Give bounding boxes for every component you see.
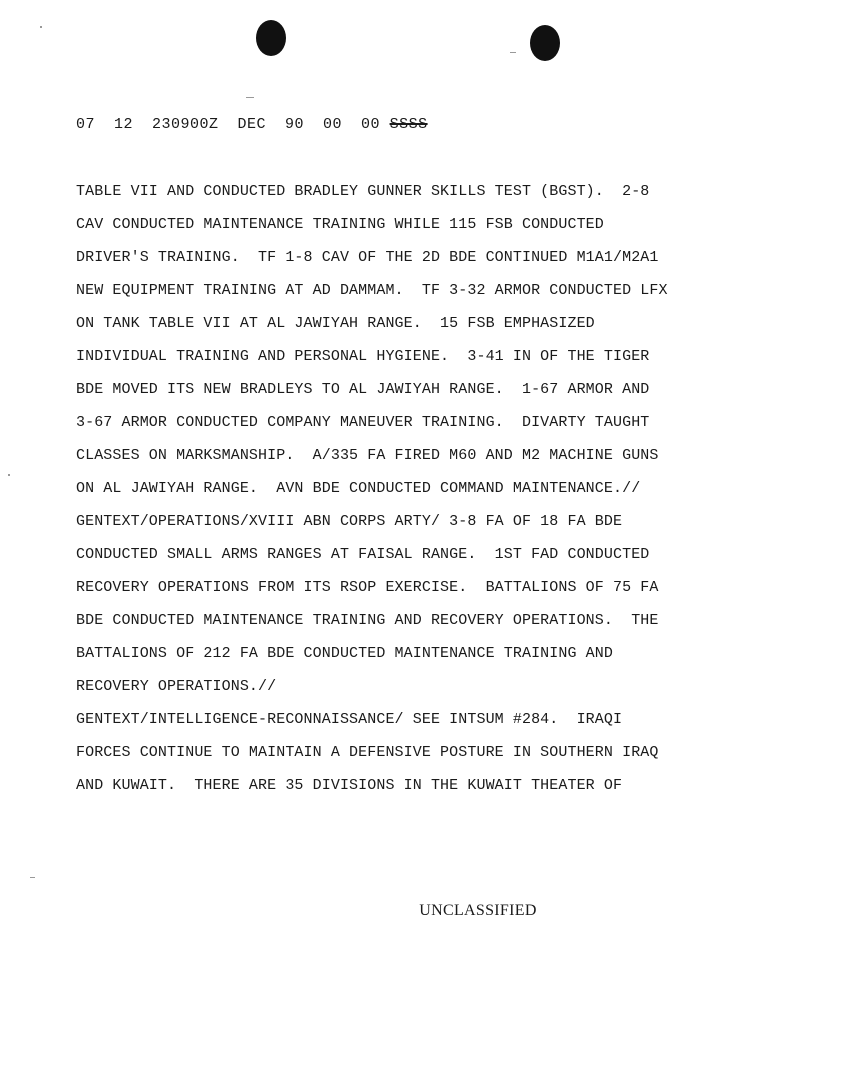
body-line: INDIVIDUAL TRAINING AND PERSONAL HYGIENE. 3-41 IN OF THE TIGER xyxy=(76,348,650,365)
scan-speck xyxy=(246,97,254,98)
body-line: ON AL JAWIYAH RANGE. AVN BDE CONDUCTED COMMAND MAINTENANCE.// xyxy=(76,480,641,497)
message-body xyxy=(76,182,836,809)
body-line: RECOVERY OPERATIONS.// xyxy=(76,678,277,695)
body-line: NEW EQUIPMENT TRAINING AT AD DAMMAM. TF 3-32 ARMOR CONDUCTED LFX xyxy=(76,282,668,299)
classification-mark-struck: SSSS xyxy=(389,116,428,133)
body-line: FORCES CONTINUE TO MAINTAIN A DEFENSIVE POSTURE IN SOUTHERN IRAQ xyxy=(76,744,659,761)
punch-hole-left xyxy=(256,20,286,56)
body-line: BDE CONDUCTED MAINTENANCE TRAINING AND RECOVERY OPERATIONS. THE xyxy=(76,612,659,629)
body-line: CONDUCTED SMALL ARMS RANGES AT FAISAL RANGE. 1ST FAD CONDUCTED xyxy=(76,546,650,563)
scan-speck xyxy=(40,26,42,28)
message-header xyxy=(76,116,428,133)
body-line: GENTEXT/INTELLIGENCE-RECONNAISSANCE/ SEE INTSUM #284. IRAQI xyxy=(76,711,623,728)
body-line: GENTEXT/OPERATIONS/XVIII ABN CORPS ARTY/ 3-8 FA OF 18 FA BDE xyxy=(76,513,623,530)
punch-hole-right xyxy=(530,25,560,61)
body-line: CAV CONDUCTED MAINTENANCE TRAINING WHILE 115 FSB CONDUCTED xyxy=(76,216,604,233)
body-line: 3-67 ARMOR CONDUCTED COMPANY MANEUVER TRAINING. DIVARTY TAUGHT xyxy=(76,414,650,431)
body-line: BATTALIONS OF 212 FA BDE CONDUCTED MAINTENANCE TRAINING AND xyxy=(76,645,613,662)
body-line: CLASSES ON MARKSMANSHIP. A/335 FA FIRED M60 AND M2 MACHINE GUNS xyxy=(76,447,659,464)
scan-speck xyxy=(8,474,10,476)
scan-speck xyxy=(510,52,516,53)
scan-speck xyxy=(30,877,35,878)
date-time-group: 07 12 230900Z DEC 90 00 00 xyxy=(76,116,390,133)
classification-footer: UNCLASSIFIED xyxy=(419,902,537,919)
body-line: BDE MOVED ITS NEW BRADLEYS TO AL JAWIYAH RANGE. 1-67 ARMOR AND xyxy=(76,381,650,398)
body-line: RECOVERY OPERATIONS FROM ITS RSOP EXERCISE. BATTALIONS OF 75 FA xyxy=(76,579,659,596)
body-line: DRIVER'S TRAINING. TF 1-8 CAV OF THE 2D BDE CONTINUED M1A1/M2A1 xyxy=(76,249,659,266)
body-line: ON TANK TABLE VII AT AL JAWIYAH RANGE. 15 FSB EMPHASIZED xyxy=(76,315,595,332)
body-line: AND KUWAIT. THERE ARE 35 DIVISIONS IN THE KUWAIT THEATER OF xyxy=(76,777,623,794)
body-line: TABLE VII AND CONDUCTED BRADLEY GUNNER SKILLS TEST (BGST). 2-8 xyxy=(76,183,650,200)
